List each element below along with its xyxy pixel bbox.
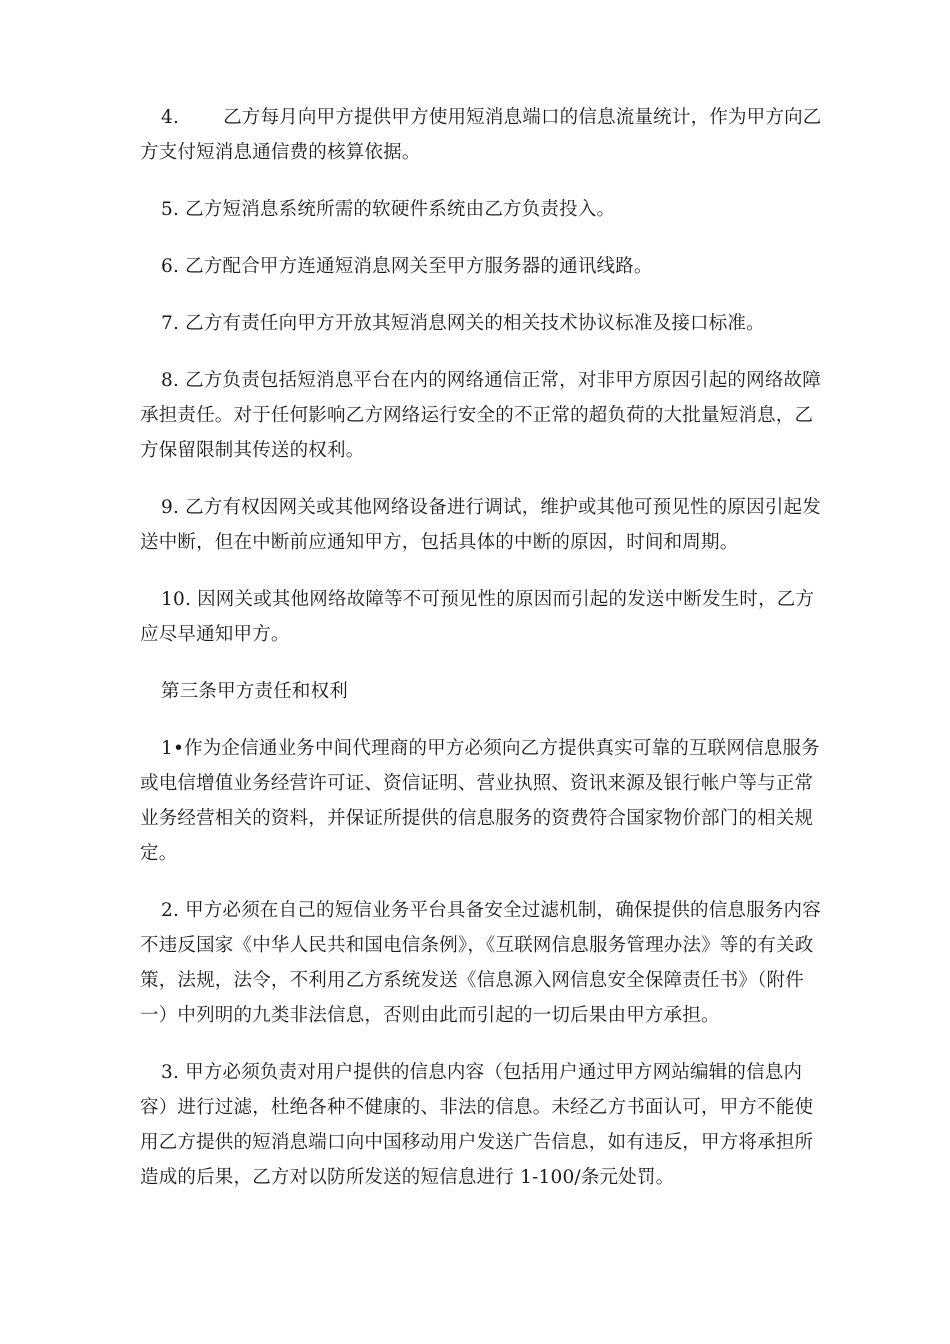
paragraph-item-6: 6. 乙方配合甲方连通短消息网关至甲方服务器的通讯线路。 (161, 256, 653, 277)
paragraph-item-4 (140, 100, 830, 170)
paragraph-item-9: 9. 乙方有权因网关或其他网络设备进行调试，维护或其他可预见性的原因引起发送中断，但在中断前应通知甲方，包括具体的中断的原因，时间和周期。 (140, 497, 821, 553)
document-body (140, 100, 830, 1217)
paragraph-item-8: 8. 乙方负责包括短消息平台在内的网络通信正常，对非甲方原因引起的网络故障承担责任。对于任何影响乙方网络运行安全的不正常的超负荷的大批量短消息，乙方保留限制其传送的权利。 (140, 370, 821, 461)
paragraph-item-5: 5. 乙方短消息系统所需的软硬件系统由乙方负责投入。 (161, 199, 616, 220)
section-heading: 第三条甲方责任和权利 (161, 681, 349, 702)
paragraph-item-10: 10. 因网关或其他网络故障等不可预见性的原因而引起的发送中断发生时，乙方应尽早通知甲方。 (140, 589, 815, 645)
clause-2: 2. 甲方必须在自己的短信业务平台具备安全过滤机制，确保提供的信息服务内容不违反国家《中华人民共和国电信条例》，《互联网信息服务管理办法》等的有关政策，法规，法令，不利用乙方系统发送《信息源入网信息安全保障责任书》（附件一）中列明的九类非法信息，否则由此而引起的一切后果由甲方承担。 (140, 900, 821, 1026)
paragraph-number: 4. (161, 107, 180, 128)
paragraph-text: 乙方每月向甲方提供甲方使用短消息端口的信息流量统计，作为甲方向乙方支付短消息通信费的核算依据。 (140, 107, 822, 163)
paragraph-item-7: 7. 乙方有责任向甲方开放其短消息网关的相关技术协议标准及接口标准。 (161, 313, 765, 334)
clause-3: 3. 甲方必须负责对用户提供的信息内容（包括用户通过甲方网站编辑的信息内容）进行过滤，杜绝各种不健康的、非法的信息。未经乙方书面认可，甲方不能使用乙方提供的短消息端口向中国移动用户发送广告信息，如有违反，甲方将承担所造成的后果，乙方对以防所发送的短信息进行 1-100/条元处罚。 (140, 1062, 814, 1188)
clause-1: 1•作为企信通业务中间代理商的甲方必须向乙方提供真实可靠的互联网信息服务或电信增值业务经营许可证、资信证明、营业执照、资讯来源及银行帐户等与正常业务经营相关的资料，并保证所提供的信息服务的资费符合国家物价部门的相关规定。 (140, 738, 820, 864)
